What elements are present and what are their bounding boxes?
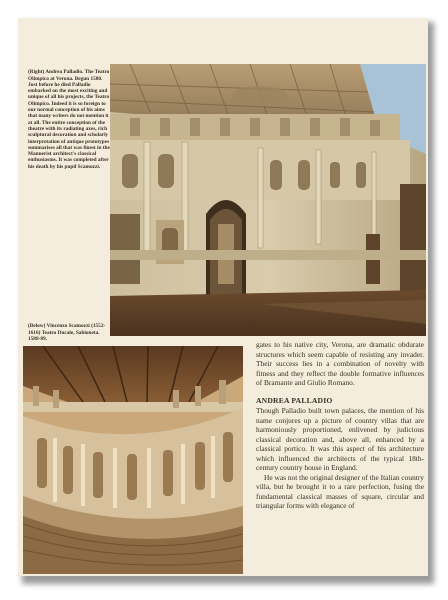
photo-teatro-olimpico (110, 64, 426, 336)
caption-top: (Right) Andrea Palladio. The Teatro Olimpico at Verona. Begun 1580. Just before he died Palladio embarked on the most exciting and unique of all his projects, the Teatro Olimpico. Indeed it is so foreign to our normal conception of his aims that many writers do not mention it at all. The entire conception of the theatre with its radiating axes, rich sculptural decoration and scholarly interpretation of antique prototypes summarises all that was finest in the Mannerist architect's classical enthusiasms. It was completed after his death by his pupil Scamozzi. (28, 69, 110, 170)
section-heading: ANDREA PALLADIO (256, 395, 333, 405)
book-page (18, 18, 428, 576)
photo-teatro-ducale (23, 346, 243, 574)
body-intro-paragraph: gates to his native city, Verona, are dramatic obdurate structures which seem capable of resisting any invader. Their success lies in a combination of novelty with fitness and they reflect the double formative influences of Bramante and Giulio Romano. (256, 340, 424, 387)
body-paragraph-2: He was not the original designer of the Italian country villa, but he brought it to a rare perfection, fusing the fundamental classical masses of square, circular and triangular forms with elegance of (256, 472, 424, 510)
body-paragraph-1: Though Palladio built town palaces, the mention of his name conjures up a picture of country villas that are harmoniously proportioned, enlivened by judicious classical decoration and, above all, enhanced by a classical portico. It was this aspect of his architecture which influenced the architects of the typical 18th-century country house in England. (256, 406, 424, 472)
body-text-column (256, 340, 424, 511)
caption-bottom: (Below) Vincenzo Scamozzi (1552-1616) Teatro Ducale, Sabioneta. 1588-89. (28, 323, 106, 342)
